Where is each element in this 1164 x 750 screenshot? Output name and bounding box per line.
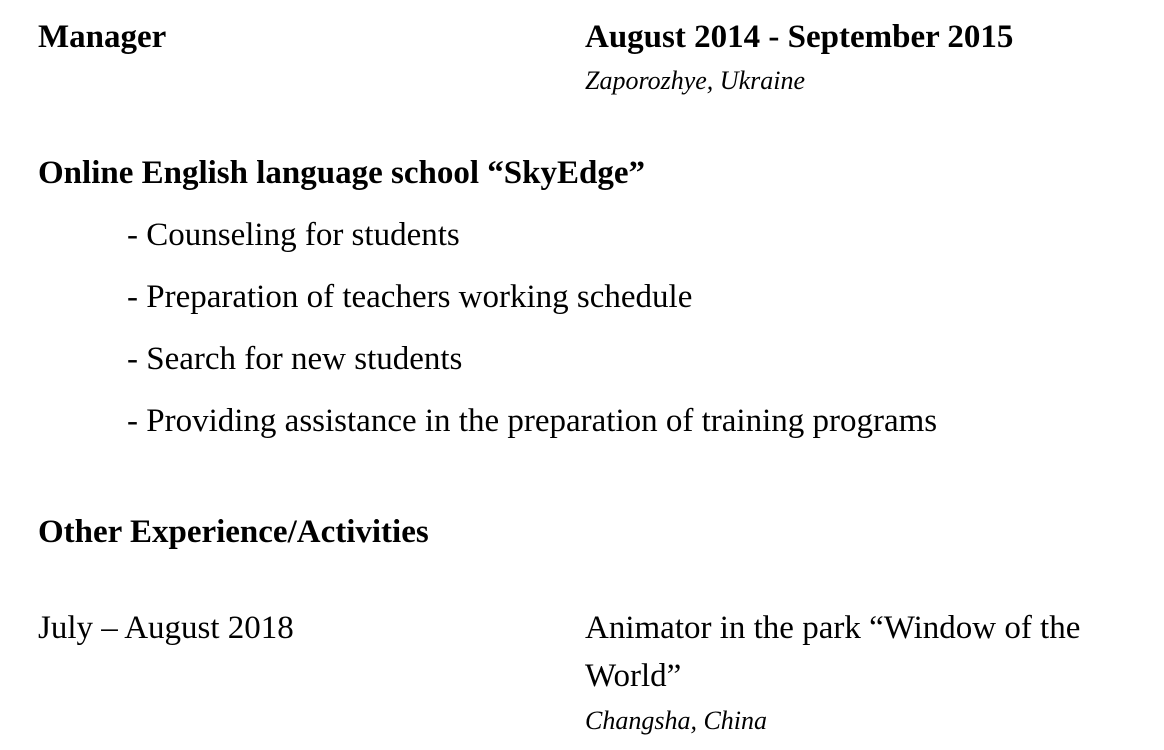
company-name: Online English language school “SkyEdge” xyxy=(38,155,646,191)
list-item: - Counseling for students xyxy=(127,217,460,253)
list-item: - Preparation of teachers working schedule xyxy=(127,279,693,315)
activity-location: Changsha, China xyxy=(585,706,768,735)
list-item: - Search for new students xyxy=(127,341,463,377)
section-heading: Other Experience/Activities xyxy=(38,514,429,550)
activity-role: Animator in the park “Window of the xyxy=(585,610,1081,646)
job-location: Zaporozhye, Ukraine xyxy=(585,66,806,95)
activity-dates: July – August 2018 xyxy=(38,610,294,646)
list-item: - Providing assistance in the preparation of training programs xyxy=(127,403,938,439)
activity-role-continued: World” xyxy=(585,658,682,694)
job-title: Manager xyxy=(38,19,167,55)
job-dates: August 2014 - September 2015 xyxy=(585,19,1014,55)
